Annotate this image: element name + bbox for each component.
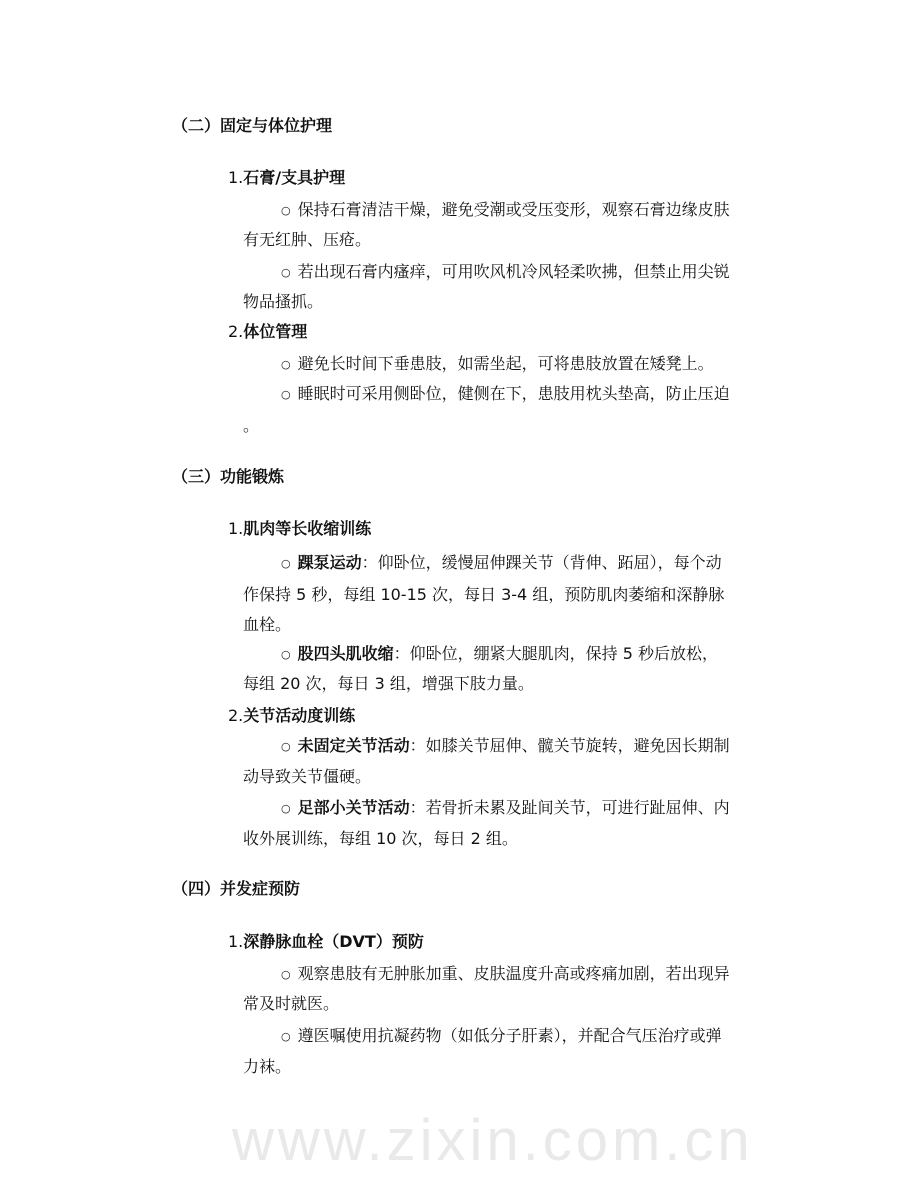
list-item-title: [228, 519, 371, 539]
bullet-continuation: 有无红肿、压疮。: [243, 230, 372, 249]
item-number: 1.: [228, 168, 244, 187]
bullet-icon: ○: [281, 968, 291, 981]
item-title: 石膏/支具护理: [243, 168, 346, 187]
bullet-continuation: 血栓。: [243, 615, 292, 634]
bullet-continuation: 作保持 5 秒，每组 10-15 次，每日 3-4 组，预防肌肉萎缩和深静脉: [243, 585, 725, 604]
item-title: 体位管理: [243, 322, 308, 341]
bullet-bold-label: 踝泵运动: [297, 553, 362, 572]
bullet-icon: ○: [281, 557, 291, 570]
bullet-icon: ○: [281, 388, 291, 401]
bullet-bold-label: 股四头肌收缩: [297, 644, 394, 663]
bullet-icon: ○: [281, 1030, 291, 1043]
bullet-line: [281, 644, 718, 666]
bullet-continuation: 收外展训练，每组 10 次，每日 2 组。: [243, 829, 518, 848]
bullet-text: 观察患肢有无肿胀加重、皮肤温度升高或疼痛加剧，若出现异: [297, 964, 730, 983]
bullet-text: ：仰卧位，绷紧大腿肌肉，保持 5 秒后放松，: [393, 644, 718, 663]
bullet-icon: ○: [281, 358, 291, 371]
bullet-line: [281, 262, 730, 284]
bullet-line: [281, 200, 730, 222]
bullet-continuation: 动导致关节僵硬。: [243, 767, 372, 786]
item-title: 肌肉等长收缩训练: [243, 519, 372, 538]
bullet-text: 遵医嘱使用抗凝药物（如低分子肝素），并配合气压治疗或弹: [297, 1026, 722, 1045]
item-number: 1.: [228, 932, 244, 951]
bullet-icon: ○: [281, 740, 291, 753]
item-number: 1.: [228, 519, 244, 538]
bullet-line: [281, 553, 722, 575]
bullet-line: [281, 1026, 722, 1048]
bullet-icon: ○: [281, 266, 291, 279]
bullet-icon: ○: [281, 648, 291, 661]
watermark: www.zixin.com.cn: [232, 1108, 754, 1173]
item-number: 2.: [228, 706, 244, 725]
bullet-icon: ○: [281, 802, 291, 815]
bullet-line: [281, 384, 730, 406]
item-number: 2.: [228, 322, 244, 341]
bullet-text: 睡眠时可采用侧卧位，健侧在下，患肢用枕头垫高，防止压迫: [297, 384, 730, 403]
bullet-text: ：若骨折未累及趾间关节，可进行趾屈伸、内: [409, 798, 730, 817]
bullet-text: 保持石膏清洁干燥，避免受潮或受压变形，观察石膏边缘皮肤: [297, 200, 730, 219]
list-item-title: [228, 706, 355, 726]
bullet-continuation: 力袜。: [243, 1057, 292, 1076]
item-title: 深静脉血栓（DVT）预防: [243, 932, 424, 951]
bullet-text: 避免长时间下垂患肢，如需坐起，可将患肢放置在矮凳上。: [297, 354, 714, 373]
bullet-line: [281, 736, 730, 758]
bullet-continuation: 每组 20 次，每日 3 组，增强下肢力量。: [243, 674, 534, 693]
bullet-icon: ○: [281, 204, 291, 217]
bullet-bold-label: 未固定关节活动: [297, 736, 410, 755]
section-heading: （三）功能锻炼: [172, 467, 285, 486]
bullet-continuation: 常及时就医。: [243, 994, 340, 1013]
bullet-text: 若出现石膏内瘙痒，可用吹风机冷风轻柔吹拂，但禁止用尖锐: [297, 262, 730, 281]
bullet-continuation: 物品搔抓。: [243, 292, 324, 311]
list-item-title: [228, 168, 345, 188]
list-item-title: [228, 932, 424, 952]
bullet-line: [281, 354, 714, 376]
item-title: 关节活动度训练: [243, 706, 356, 725]
bullet-line: [281, 798, 730, 820]
section-heading: （二）固定与体位护理: [172, 116, 333, 135]
bullet-bold-label: 足部小关节活动: [297, 798, 410, 817]
bullet-continuation: 。: [243, 416, 260, 435]
bullet-text: ：仰卧位，缓慢屈伸踝关节（背伸、跖屈），每个动: [361, 553, 722, 572]
list-item-title: [228, 322, 307, 342]
bullet-text: ：如膝关节屈伸、髋关节旋转，避免因长期制: [409, 736, 730, 755]
section-heading: （四）并发症预防: [172, 879, 301, 898]
bullet-line: [281, 964, 730, 986]
